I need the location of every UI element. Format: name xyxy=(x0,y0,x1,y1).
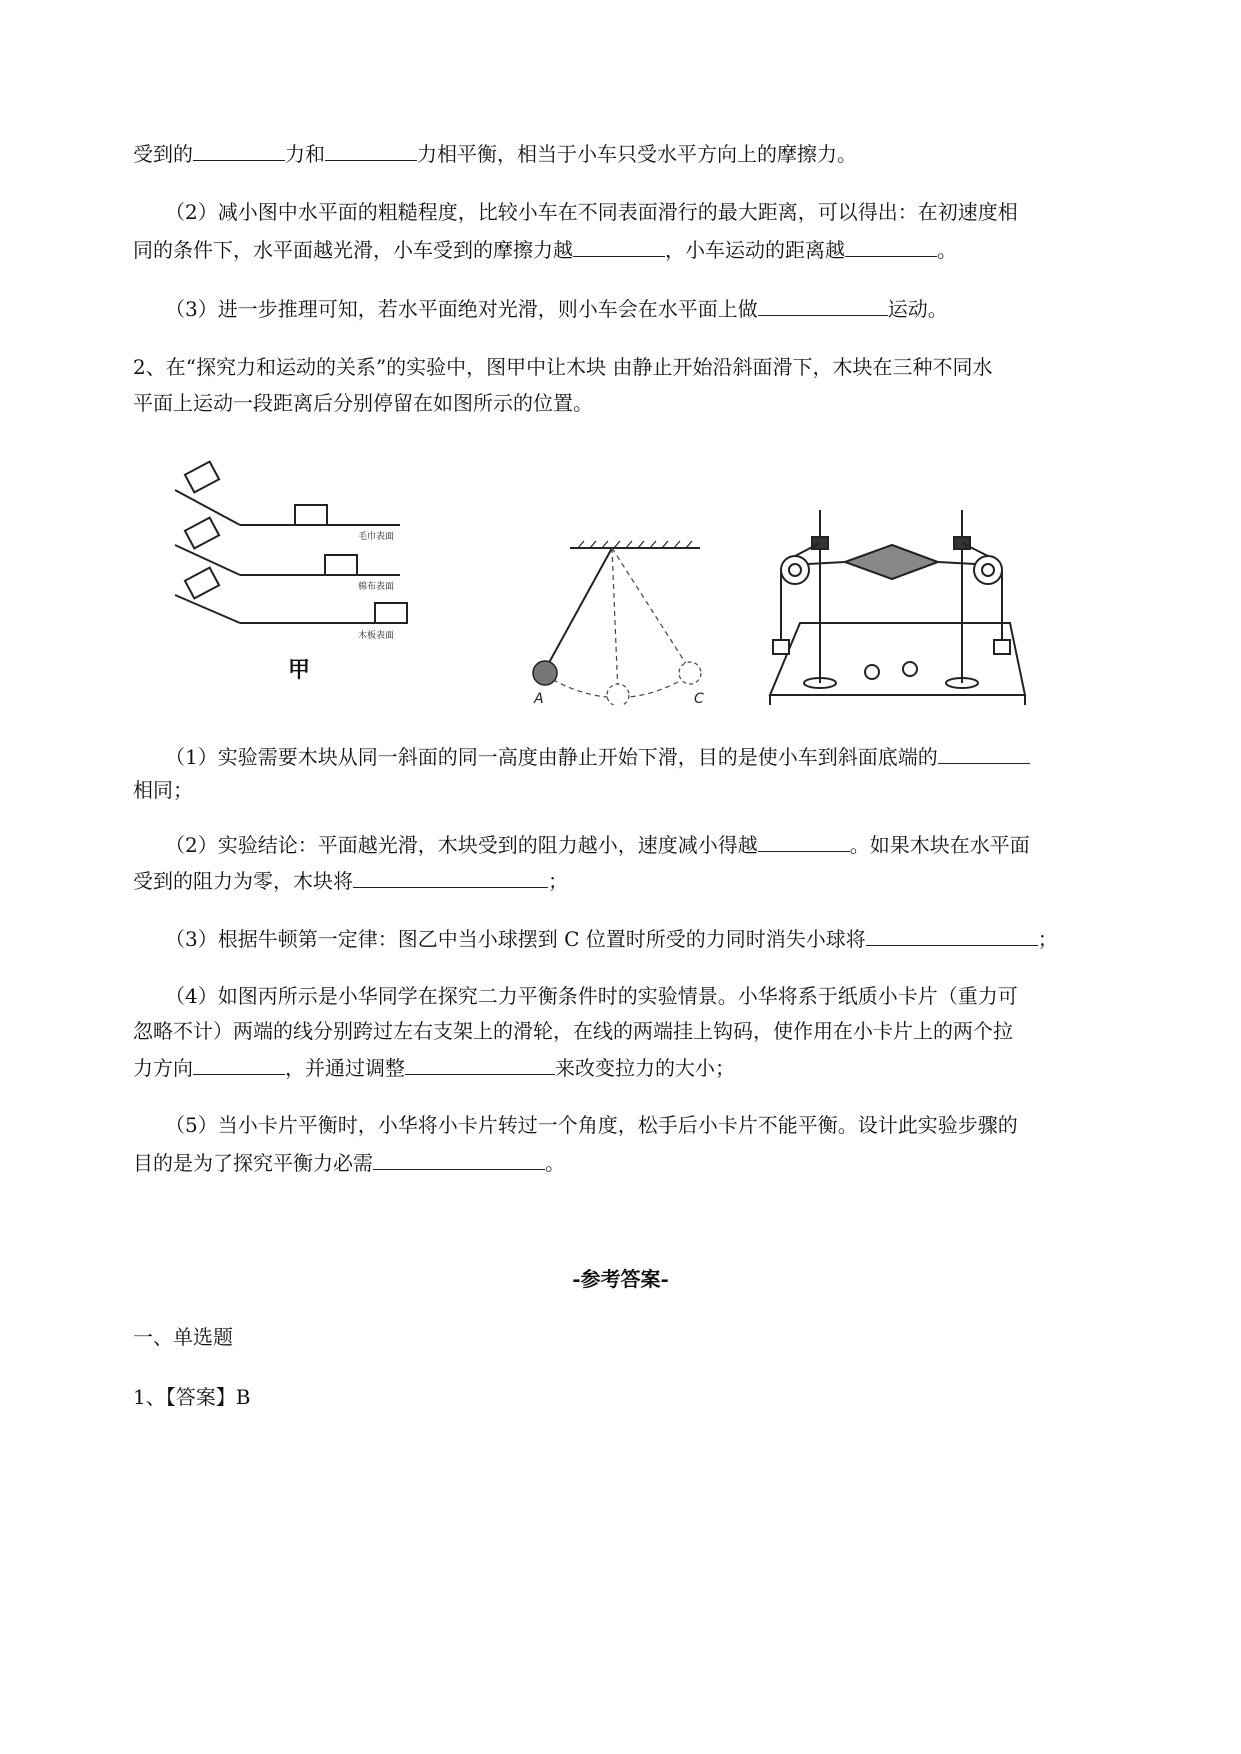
answer-blank[interactable] xyxy=(938,741,1030,764)
experiment-figure xyxy=(0,445,1241,705)
s2-line1: （2）实验结论：平面越光滑，木块受到的阻力越小，速度减小得越 。如果木块在水平面 xyxy=(165,829,1030,859)
answer-blank[interactable] xyxy=(353,865,548,888)
answer-blank[interactable] xyxy=(845,234,937,257)
s4-line1: （4）如图丙所示是小华同学在探究二力平衡条件时的实验情景。小华将系于纸质小卡片（重力可 xyxy=(165,984,1018,1008)
s1-line2: 相同； xyxy=(133,778,193,802)
point-a: A xyxy=(534,691,544,705)
answer-item-1: 1、【答案】B xyxy=(133,1385,251,1409)
q2-line2: 平面上运动一段距离后分别停留在如图所示的位置。 xyxy=(133,391,593,415)
s5-line1: （5）当小卡片平衡时，小华将小卡片转过一个角度，松手后小卡片不能平衡。设计此实验步骤的 xyxy=(165,1113,1018,1137)
answer-blank[interactable] xyxy=(193,138,285,161)
answer-blank[interactable] xyxy=(373,1147,545,1170)
p2-line2: 同的条件下，水平面越光滑，小车受到的摩擦力越 ，小车运动的距离越 。 xyxy=(133,234,957,264)
answer-blank[interactable] xyxy=(193,1052,285,1075)
answers-heading: -参考答案- xyxy=(572,1267,669,1291)
point-c: C xyxy=(694,691,704,705)
figure-jia xyxy=(175,462,407,623)
caption-jia: 甲 xyxy=(288,658,311,683)
s5-line2: 目的是为了探究平衡力必需 。 xyxy=(133,1147,565,1177)
figure-bing xyxy=(770,510,1025,705)
s3-line: （3）根据牛顿第一定律：图乙中当小球摆到 C 位置时所受的力同时消失小球将 ； xyxy=(165,923,1058,953)
pendulum-ball xyxy=(533,661,557,685)
p1-line: 受到的 力和 力相平衡，相当于小车只受水平方向上的摩擦力。 xyxy=(133,138,857,168)
answer-blank[interactable] xyxy=(758,293,888,316)
surface-label-wood: 木板表面 xyxy=(358,631,395,641)
p3-line: （3）进一步推理可知，若水平面绝对光滑，则小车会在水平面上做 运动。 xyxy=(165,293,948,323)
answer-blank[interactable] xyxy=(758,829,850,852)
answer-blank[interactable] xyxy=(405,1052,555,1075)
s4-line3: 力方向 ，并通过调整 来改变拉力的大小； xyxy=(133,1052,735,1082)
q2-line1: 2、在“探究力和运动的关系”的实验中，图甲中让木块 由静止开始沿斜面滑下，木块在三种不同水 xyxy=(133,355,993,379)
answer-blank[interactable] xyxy=(573,234,665,257)
figure-yi xyxy=(533,541,701,705)
surface-label-cotton: 棉布表面 xyxy=(358,582,395,592)
p2-line1: （2）减小图中水平面的粗糙程度，比较小车在不同表面滑行的最大距离，可以得出：在初速度相 xyxy=(165,200,1018,224)
s1-line1: （1）实验需要木块从同一斜面的同一高度由静止开始下滑，目的是使小车到斜面底端的 xyxy=(165,741,1030,771)
answer-blank[interactable] xyxy=(866,923,1038,946)
s2-line2: 受到的阻力为零，木块将 ； xyxy=(133,865,568,895)
answers-section: 一、单选题 xyxy=(133,1325,233,1349)
surface-label-towel: 毛巾表面 xyxy=(358,532,395,542)
answer-blank[interactable] xyxy=(325,138,417,161)
s4-line2: 忽略不计）两端的线分别跨过左右支架上的滑轮，在线的两端挂上钩码，使作用在小卡片上的两个拉 xyxy=(133,1019,1013,1043)
